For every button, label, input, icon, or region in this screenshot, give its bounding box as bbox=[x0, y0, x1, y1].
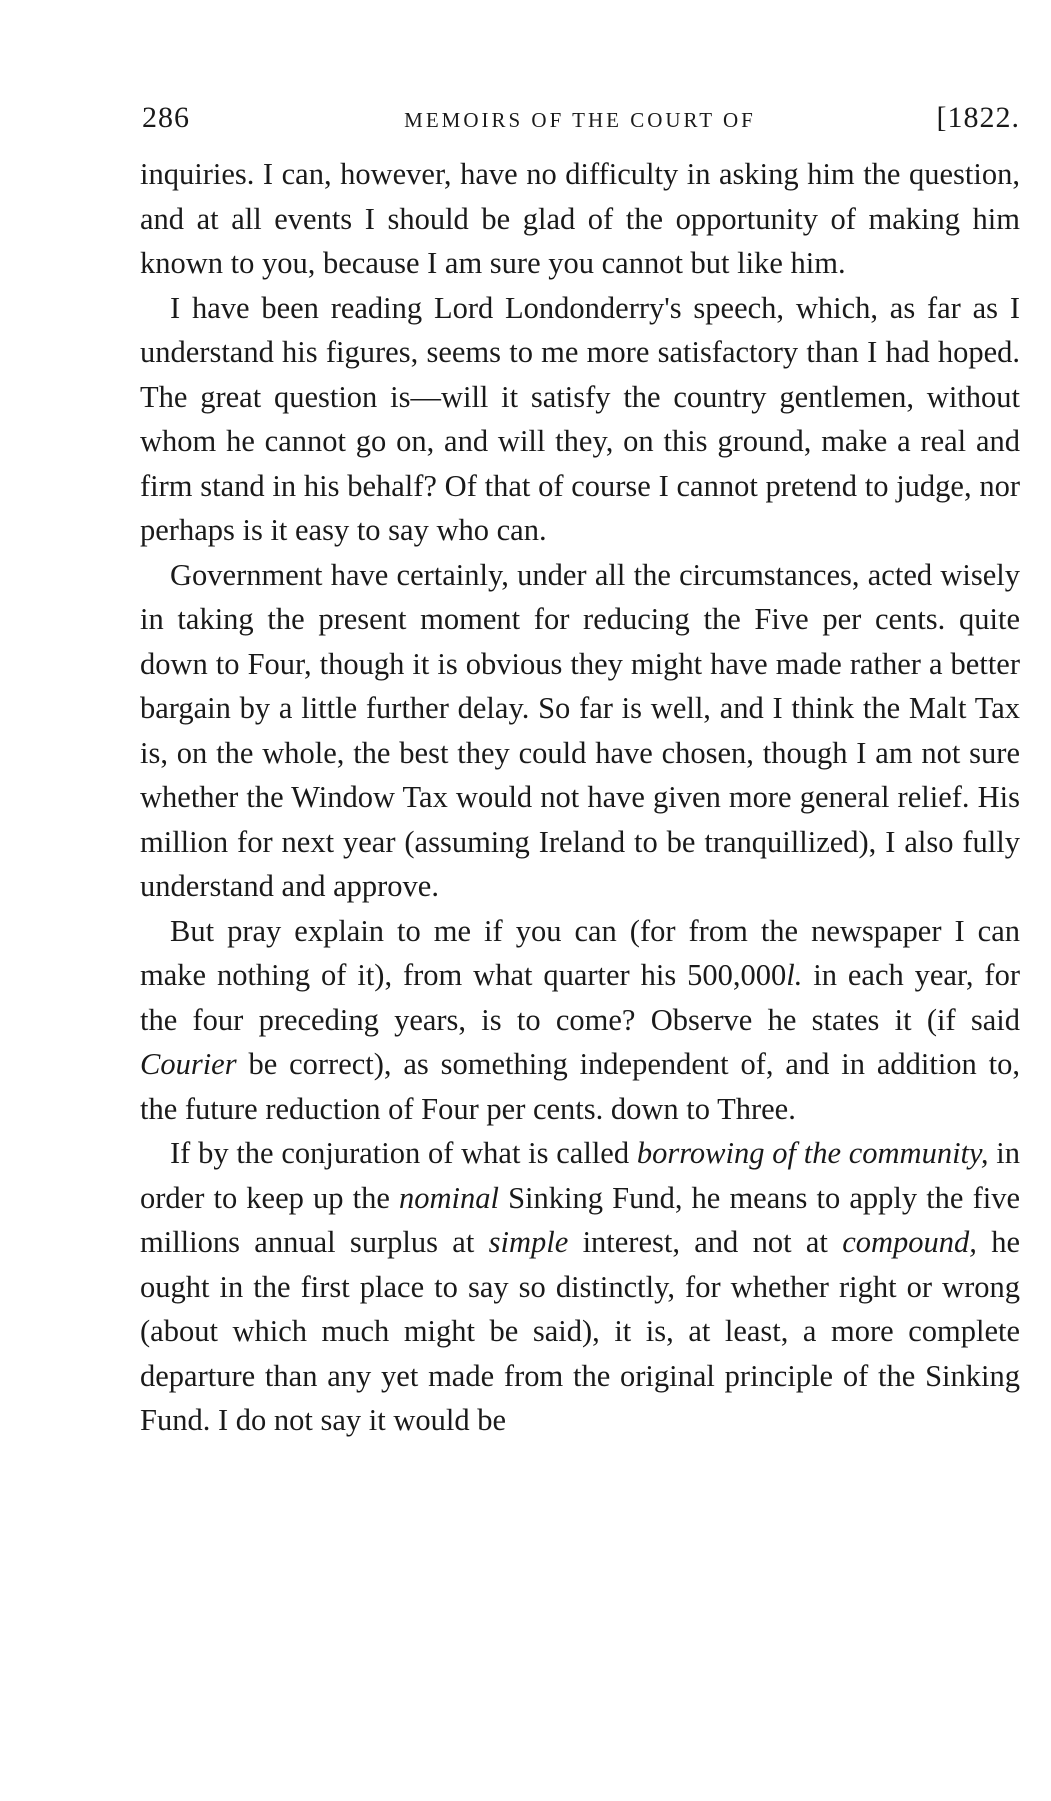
text-segment: Sinking Fund, he means to apply the five millions annual surplus at bbox=[140, 1180, 1020, 1259]
text-segment: inquiries. I can, however, have no difficulty in asking him the question, and at all events I should be glad of the opportunity of making him known to you, because I am sure you cannot but like him. bbox=[140, 157, 1020, 280]
paragraph bbox=[140, 152, 1020, 286]
italic-text: compound, bbox=[842, 1225, 977, 1259]
paragraph bbox=[140, 286, 1020, 553]
text-segment: But pray explain to me if you can (for from the newspaper I can make nothing of it), from what quarter his 500,000 bbox=[140, 913, 1020, 992]
italic-text: l. bbox=[786, 958, 803, 992]
text-segment: interest, and not at bbox=[568, 1225, 843, 1259]
text-segment: Government have certainly, under all the circumstances, acted wisely in taking the present moment for reducing the Five per cents. quite down to Four, though it is obvious they might have made rather a better bargain by a little further delay. So far is well, and I think the Malt Tax is, on the whole, the best they could have chosen, though I am not sure whether the Window Tax would not have given more general relief. His million for next year (assuming Ireland to be tranquillized), I also fully understand and approve. bbox=[140, 557, 1020, 903]
running-year: [1822. bbox=[936, 101, 1020, 134]
book-page bbox=[140, 96, 1020, 1443]
body-text bbox=[140, 152, 1020, 1443]
paragraph bbox=[140, 909, 1020, 1132]
italic-text: simple bbox=[488, 1225, 569, 1259]
italic-text: borrowing of the community, bbox=[636, 1136, 989, 1170]
paragraph bbox=[140, 1131, 1020, 1443]
running-head bbox=[140, 96, 1020, 140]
page-number: 286 bbox=[142, 101, 190, 134]
italic-text: nominal bbox=[398, 1180, 499, 1215]
text-segment: If by the conjuration of what is called bbox=[170, 1136, 637, 1170]
running-title: MEMOIRS OF THE COURT OF bbox=[404, 108, 756, 132]
text-segment: in each year, for the four preceding years, is to come? Observe he states it (if said bbox=[140, 958, 1020, 1037]
paragraph bbox=[140, 553, 1020, 909]
text-segment: I have been reading Lord Londonderry's speech, which, as far as I understand his figures, seems to me more satisfactory than I had hoped. The great question is—will it satisfy the country gentlemen, without whom he cannot go on, and will they, on this ground, make a real and firm stand in his behalf? Of that of course I cannot pretend to judge, nor perhaps is it easy to say who can. bbox=[140, 290, 1020, 547]
text-segment: he ought in the first place to say so distinctly, for whether right or wrong (about which much might be said), it is, at least, a more complete departure than any yet made from the original principle of the Sinking Fund. I do not say it would be bbox=[140, 1225, 1020, 1437]
italic-text: Courier bbox=[140, 1047, 237, 1081]
text-segment: be correct), as something independent of, and in addition to, the future reduction of Four per cents. down to Three. bbox=[140, 1047, 1020, 1126]
text-segment: in order to keep up the bbox=[140, 1136, 1020, 1215]
